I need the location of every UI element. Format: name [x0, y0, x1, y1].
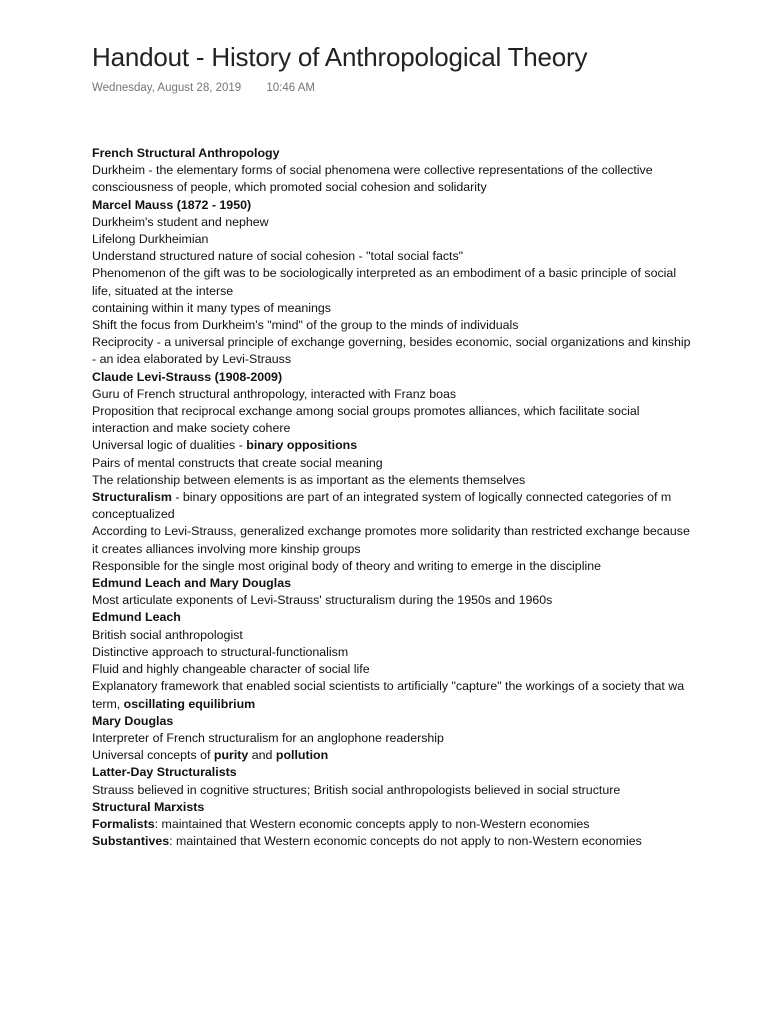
outline-item [92, 575, 692, 592]
outline-item [92, 782, 692, 799]
outline-item-text: Responsible for the single most original body of theory and writing to emerge in the discipline [92, 558, 601, 573]
outline-item-text: Universal concepts of [92, 748, 214, 763]
page-meta [92, 82, 315, 94]
page-title: Handout - History of Anthropological Theory [92, 42, 588, 72]
outline-item-text: Fluid and highly changeable character of social life [92, 662, 370, 677]
outline-item-text: conceptualized [92, 507, 175, 522]
outline-item-bold-text: Claude Levi-Strauss (1908-2009) [92, 369, 283, 384]
page-date: Wednesday, August 28, 2019 [92, 82, 242, 94]
outline-item-text: Pairs of mental constructs that create social meaning [92, 455, 383, 470]
outline-item [92, 472, 692, 489]
outline-item [92, 696, 692, 713]
outline-item [92, 317, 692, 334]
outline-item-text: Understand structured nature of social cohesion - "total social facts" [92, 249, 464, 264]
outline-item-text: Durkheim - the elementary forms of social phenomena were collective representations of the collective consciousness of people, which promoted social cohesion and solidarity [92, 163, 653, 195]
outline-item [92, 437, 692, 454]
outline-item-bold-text: Mary Douglas [92, 713, 174, 728]
outline-item [92, 713, 692, 730]
outline-item [92, 386, 692, 403]
outline-item-text: Proposition that reciprocal exchange among social groups promotes alliances, which facilitate social interaction and make society cohere [92, 404, 640, 436]
outline-item [92, 799, 692, 816]
outline-item [92, 764, 692, 781]
outline-item-text: Guru of French structural anthropology, interacted with Franz boas [92, 386, 457, 401]
outline-item-text: Shift the focus from Durkheim's "mind" of the group to the minds of individuals [92, 318, 519, 333]
outline-item [92, 506, 692, 523]
outline-item-bold-text: Marcel Mauss (1872 - 1950) [92, 197, 252, 212]
outline-item-bold-text: purity [213, 748, 249, 763]
outline-item [92, 592, 692, 609]
outline-item [92, 265, 692, 299]
outline-item [92, 609, 692, 626]
outline-item-text: containing within it many types of meanings [92, 300, 331, 315]
outline-item-text: Most articulate exponents of Levi-Strauss' structuralism during the 1950s and 1960s [92, 593, 553, 608]
outline-item [92, 644, 692, 661]
outline-item-text: Strauss believed in cognitive structures; British social anthropologists believed in social structure [92, 782, 621, 797]
outline-item-bold-text: binary oppositions [246, 438, 358, 453]
outline-item-text: Durkheim's student and nephew [92, 214, 269, 229]
outline-item-text: Distinctive approach to structural-functionalism [92, 644, 349, 659]
outline-item [92, 162, 692, 196]
outline-item [92, 661, 692, 678]
outline-item [92, 455, 692, 472]
page-time: 10:46 AM [266, 82, 315, 94]
outline-item-bold-text: oscillating equilibrium [123, 696, 256, 711]
outline-item-text: British social anthropologist [92, 627, 243, 642]
outline-item-bold-text: Structuralism [92, 490, 172, 505]
outline-item [92, 730, 692, 747]
outline-item [92, 369, 692, 386]
outline-item [92, 248, 692, 265]
outline-item-text: Universal logic of dualities - [92, 438, 247, 453]
outline-item-text: - binary oppositions are part of an integrated system of logically connected categories of m [171, 490, 672, 505]
outline-item-text: According to Levi-Strauss, generalized exchange promotes more solidarity than restricted exchange because it creates alliances involving more kinship groups [92, 524, 690, 556]
outline-item-bold-text: Latter-Day Structuralists [92, 765, 237, 780]
outline-item [92, 558, 692, 575]
outline-item-bold-text: pollution [275, 748, 329, 763]
outline-item [92, 214, 692, 231]
outline-item [92, 627, 692, 644]
outline-item-text: : maintained that Western economic concepts do not apply to non-Western economies [169, 834, 642, 849]
notes-outline [92, 145, 692, 850]
outline-item [92, 197, 692, 214]
outline-item-bold-text: Edmund Leach and Mary Douglas [92, 576, 291, 591]
outline-item-text: Phenomenon of the gift was to be sociologically interpreted as an embodiment of a basic principle of social life, situated at the interse [92, 266, 677, 298]
outline-item-text: Interpreter of French structuralism for an anglophone readership [92, 730, 444, 745]
outline-item-text: and [248, 748, 276, 763]
outline-item [92, 403, 692, 437]
outline-item-text: Reciprocity - a universal principle of exchange governing, besides economic, social organizations and kinship - an idea elaborated by Levi-Strauss [92, 335, 691, 367]
outline-item-text: : maintained that Western economic concepts apply to non-Western economies [154, 816, 590, 831]
outline-item-bold-text: French Structural Anthropology [92, 146, 280, 160]
outline-item-bold-text: Structural Marxists [92, 799, 205, 814]
outline-item-bold-text: Formalists [92, 816, 155, 831]
outline-item [92, 489, 692, 506]
outline-item [92, 145, 692, 162]
outline-item-text: The relationship between elements is as important as the elements themselves [92, 472, 526, 487]
outline-item [92, 678, 692, 695]
outline-item [92, 231, 692, 248]
outline-item [92, 300, 692, 317]
outline-item [92, 747, 692, 764]
outline-item [92, 833, 692, 850]
outline-item-bold-text: Edmund Leach [92, 610, 181, 625]
outline-item [92, 816, 692, 833]
outline-item [92, 334, 692, 368]
outline-item-text: term, [92, 696, 124, 711]
outline-item-bold-text: Substantives [92, 834, 170, 849]
outline-item-text: Explanatory framework that enabled social scientists to artificially "capture" the workings of a society that wa [92, 679, 685, 694]
outline-item-text: Lifelong Durkheimian [92, 232, 209, 247]
outline-item [92, 523, 692, 557]
